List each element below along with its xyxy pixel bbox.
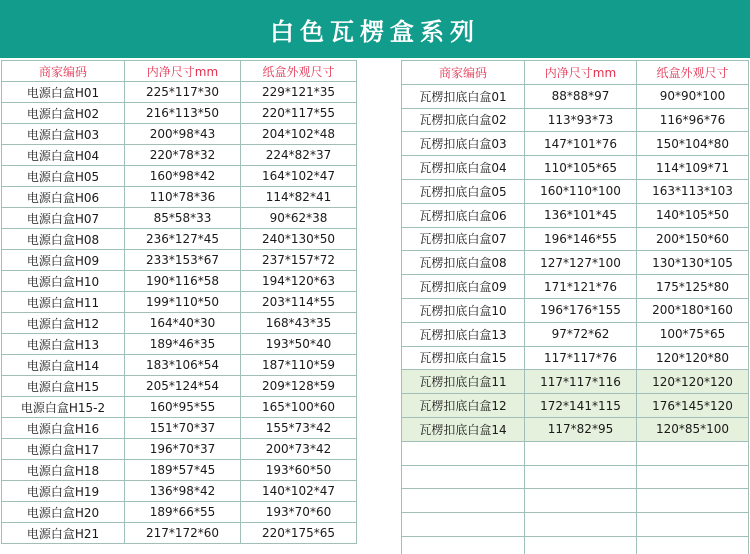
merchant-code-cell: 瓦楞扣底白盒12	[402, 394, 525, 418]
inner-size-cell: 85*58*33	[125, 208, 241, 229]
inner-size-cell: 183*106*54	[125, 355, 241, 376]
outer-size-cell: 90*90*100	[637, 84, 749, 108]
outer-size-cell: 114*109*71	[637, 156, 749, 180]
merchant-code-cell: 瓦楞扣底白盒01	[402, 84, 525, 108]
outer-size-cell: 187*110*59	[241, 355, 357, 376]
inner-size-cell: 117*117*116	[525, 370, 637, 394]
outer-size-cell: 140*102*47	[241, 481, 357, 502]
inner-size-cell: 127*127*100	[525, 251, 637, 275]
table-row	[2, 376, 357, 397]
merchant-code-cell: 电源白盒H15-2	[2, 397, 125, 418]
inner-size-cell: 225*117*30	[125, 82, 241, 103]
outer-size-cell: 193*60*50	[241, 460, 357, 481]
table-row	[2, 250, 357, 271]
table-row	[2, 271, 357, 292]
merchant-code-cell: 瓦楞扣底白盒14	[402, 417, 525, 441]
outer-size-cell: 200*150*60	[637, 227, 749, 251]
inner-size-cell: 117*82*95	[525, 417, 637, 441]
empty-cell	[402, 489, 525, 513]
inner-size-cell: 196*176*155	[525, 298, 637, 322]
table-row	[2, 187, 357, 208]
empty-cell	[402, 513, 525, 537]
inner-size-cell: 220*78*32	[125, 145, 241, 166]
merchant-code-cell: 瓦楞扣底白盒15	[402, 346, 525, 370]
inner-size-cell: 110*78*36	[125, 187, 241, 208]
table-row	[402, 322, 749, 346]
inner-size-cell: 136*98*42	[125, 481, 241, 502]
merchant-code-cell: 电源白盒H13	[2, 334, 125, 355]
inner-size-cell: 164*40*30	[125, 313, 241, 334]
outer-size-cell: 176*145*120	[637, 394, 749, 418]
table-row	[2, 145, 357, 166]
table-row	[2, 397, 357, 418]
outer-size-cell: 116*96*76	[637, 108, 749, 132]
table-row	[402, 203, 749, 227]
merchant-code-cell: 电源白盒H14	[2, 355, 125, 376]
merchant-code-cell: 电源白盒H05	[2, 166, 125, 187]
empty-cell	[402, 441, 525, 465]
inner-size-cell: 189*46*35	[125, 334, 241, 355]
table-row	[2, 313, 357, 334]
outer-size-cell: 229*121*35	[241, 82, 357, 103]
merchant-code-cell: 电源白盒H20	[2, 502, 125, 523]
outer-size-cell: 193*50*40	[241, 334, 357, 355]
inner-size-cell: 196*146*55	[525, 227, 637, 251]
outer-size-cell: 200*180*160	[637, 298, 749, 322]
table-row	[402, 417, 749, 441]
inner-size-cell: 136*101*45	[525, 203, 637, 227]
empty-cell	[402, 465, 525, 489]
table-row	[402, 84, 749, 108]
table-row	[2, 229, 357, 250]
merchant-code-cell: 瓦楞扣底白盒09	[402, 275, 525, 299]
page-title: 白色瓦楞盒系列	[0, 0, 750, 58]
outer-size-cell: 155*73*42	[241, 418, 357, 439]
outer-size-cell: 193*70*60	[241, 502, 357, 523]
outer-size-cell: 120*120*120	[637, 370, 749, 394]
outer-size-cell: 203*114*55	[241, 292, 357, 313]
outer-size-cell: 194*120*63	[241, 271, 357, 292]
inner-size-cell: 160*110*100	[525, 179, 637, 203]
merchant-code-cell: 电源白盒H09	[2, 250, 125, 271]
inner-size-cell: 88*88*97	[525, 84, 637, 108]
table-row	[402, 251, 749, 275]
empty-cell	[525, 513, 637, 537]
table-row	[402, 108, 749, 132]
table-row	[2, 208, 357, 229]
merchant-code-cell: 电源白盒H16	[2, 418, 125, 439]
outer-size-cell: 204*102*48	[241, 124, 357, 145]
empty-cell	[637, 536, 749, 554]
merchant-code-cell: 瓦楞扣底白盒07	[402, 227, 525, 251]
table-row	[402, 394, 749, 418]
table-row	[2, 439, 357, 460]
empty-cell	[525, 465, 637, 489]
table-row	[2, 502, 357, 523]
empty-cell	[525, 441, 637, 465]
merchant-code-cell: 瓦楞扣底白盒10	[402, 298, 525, 322]
empty-cell	[637, 489, 749, 513]
table-row	[2, 523, 357, 544]
inner-size-cell: 113*93*73	[525, 108, 637, 132]
merchant-code-cell: 电源白盒H10	[2, 271, 125, 292]
inner-size-cell: 236*127*45	[125, 229, 241, 250]
outer-size-cell: 140*105*50	[637, 203, 749, 227]
merchant-code-cell: 电源白盒H07	[2, 208, 125, 229]
table-row	[2, 82, 357, 103]
inner-size-cell: 160*95*55	[125, 397, 241, 418]
header-outer-size: 纸盒外观尺寸	[637, 61, 749, 85]
table-row	[402, 298, 749, 322]
merchant-code-cell: 电源白盒H04	[2, 145, 125, 166]
merchant-code-cell: 瓦楞扣底白盒02	[402, 108, 525, 132]
table-row	[2, 418, 357, 439]
merchant-code-cell: 瓦楞扣底白盒08	[402, 251, 525, 275]
table-row	[2, 124, 357, 145]
inner-size-cell: 189*66*55	[125, 502, 241, 523]
inner-size-cell: 190*116*58	[125, 271, 241, 292]
empty-row	[402, 489, 749, 513]
outer-size-cell: 240*130*50	[241, 229, 357, 250]
header-inner-size: 内净尺寸mm	[525, 61, 637, 85]
inner-size-cell: 147*101*76	[525, 132, 637, 156]
inner-size-cell: 189*57*45	[125, 460, 241, 481]
inner-size-cell: 216*113*50	[125, 103, 241, 124]
merchant-code-cell: 电源白盒H02	[2, 103, 125, 124]
inner-size-cell: 233*153*67	[125, 250, 241, 271]
right-table	[401, 60, 749, 554]
outer-size-cell: 100*75*65	[637, 322, 749, 346]
inner-size-cell: 160*98*42	[125, 166, 241, 187]
outer-size-cell: 175*125*80	[637, 275, 749, 299]
header-inner-size: 内净尺寸mm	[125, 61, 241, 82]
outer-size-cell: 163*113*103	[637, 179, 749, 203]
inner-size-cell: 171*121*76	[525, 275, 637, 299]
merchant-code-cell: 瓦楞扣底白盒13	[402, 322, 525, 346]
merchant-code-cell: 电源白盒H01	[2, 82, 125, 103]
merchant-code-cell: 电源白盒H19	[2, 481, 125, 502]
merchant-code-cell: 电源白盒H18	[2, 460, 125, 481]
outer-size-cell: 220*175*65	[241, 523, 357, 544]
table-row	[2, 103, 357, 124]
inner-size-cell: 217*172*60	[125, 523, 241, 544]
table-row	[402, 227, 749, 251]
outer-size-cell: 120*120*80	[637, 346, 749, 370]
table-row	[402, 179, 749, 203]
table-row	[402, 156, 749, 180]
outer-size-cell: 168*43*35	[241, 313, 357, 334]
empty-cell	[637, 513, 749, 537]
merchant-code-cell: 电源白盒H21	[2, 523, 125, 544]
table-row	[402, 132, 749, 156]
outer-size-cell: 130*130*105	[637, 251, 749, 275]
empty-row	[402, 465, 749, 489]
outer-size-cell: 224*82*37	[241, 145, 357, 166]
table-row	[2, 481, 357, 502]
inner-size-cell: 117*117*76	[525, 346, 637, 370]
header-merchant-code: 商家编码	[402, 61, 525, 85]
inner-size-cell: 151*70*37	[125, 418, 241, 439]
outer-size-cell: 90*62*38	[241, 208, 357, 229]
merchant-code-cell: 电源白盒H08	[2, 229, 125, 250]
empty-cell	[402, 536, 525, 554]
right-header-row	[402, 61, 749, 85]
outer-size-cell: 120*85*100	[637, 417, 749, 441]
merchant-code-cell: 瓦楞扣底白盒06	[402, 203, 525, 227]
table-row	[2, 166, 357, 187]
merchant-code-cell: 瓦楞扣底白盒05	[402, 179, 525, 203]
empty-cell	[637, 441, 749, 465]
inner-size-cell: 196*70*37	[125, 439, 241, 460]
merchant-code-cell: 电源白盒H11	[2, 292, 125, 313]
inner-size-cell: 199*110*50	[125, 292, 241, 313]
merchant-code-cell: 电源白盒H15	[2, 376, 125, 397]
table-row	[2, 334, 357, 355]
left-header-row	[2, 61, 357, 82]
merchant-code-cell: 瓦楞扣底白盒04	[402, 156, 525, 180]
outer-size-cell: 209*128*59	[241, 376, 357, 397]
merchant-code-cell: 电源白盒H17	[2, 439, 125, 460]
left-table	[1, 60, 357, 544]
inner-size-cell: 110*105*65	[525, 156, 637, 180]
header-outer-size: 纸盒外观尺寸	[241, 61, 357, 82]
empty-row	[402, 441, 749, 465]
inner-size-cell: 205*124*54	[125, 376, 241, 397]
merchant-code-cell: 瓦楞扣底白盒03	[402, 132, 525, 156]
inner-size-cell: 97*72*62	[525, 322, 637, 346]
merchant-code-cell: 电源白盒H12	[2, 313, 125, 334]
empty-cell	[637, 465, 749, 489]
merchant-code-cell: 瓦楞扣底白盒11	[402, 370, 525, 394]
inner-size-cell: 200*98*43	[125, 124, 241, 145]
merchant-code-cell: 电源白盒H03	[2, 124, 125, 145]
outer-size-cell: 150*104*80	[637, 132, 749, 156]
empty-row	[402, 536, 749, 554]
outer-size-cell: 114*82*41	[241, 187, 357, 208]
merchant-code-cell: 电源白盒H06	[2, 187, 125, 208]
outer-size-cell: 200*73*42	[241, 439, 357, 460]
table-row	[2, 292, 357, 313]
empty-cell	[525, 489, 637, 513]
outer-size-cell: 165*100*60	[241, 397, 357, 418]
table-row	[2, 355, 357, 376]
outer-size-cell: 237*157*72	[241, 250, 357, 271]
table-row	[2, 460, 357, 481]
empty-row	[402, 513, 749, 537]
outer-size-cell: 164*102*47	[241, 166, 357, 187]
inner-size-cell: 172*141*115	[525, 394, 637, 418]
table-row	[402, 275, 749, 299]
outer-size-cell: 220*117*55	[241, 103, 357, 124]
header-merchant-code: 商家编码	[2, 61, 125, 82]
empty-cell	[525, 536, 637, 554]
table-row	[402, 346, 749, 370]
table-row	[402, 370, 749, 394]
